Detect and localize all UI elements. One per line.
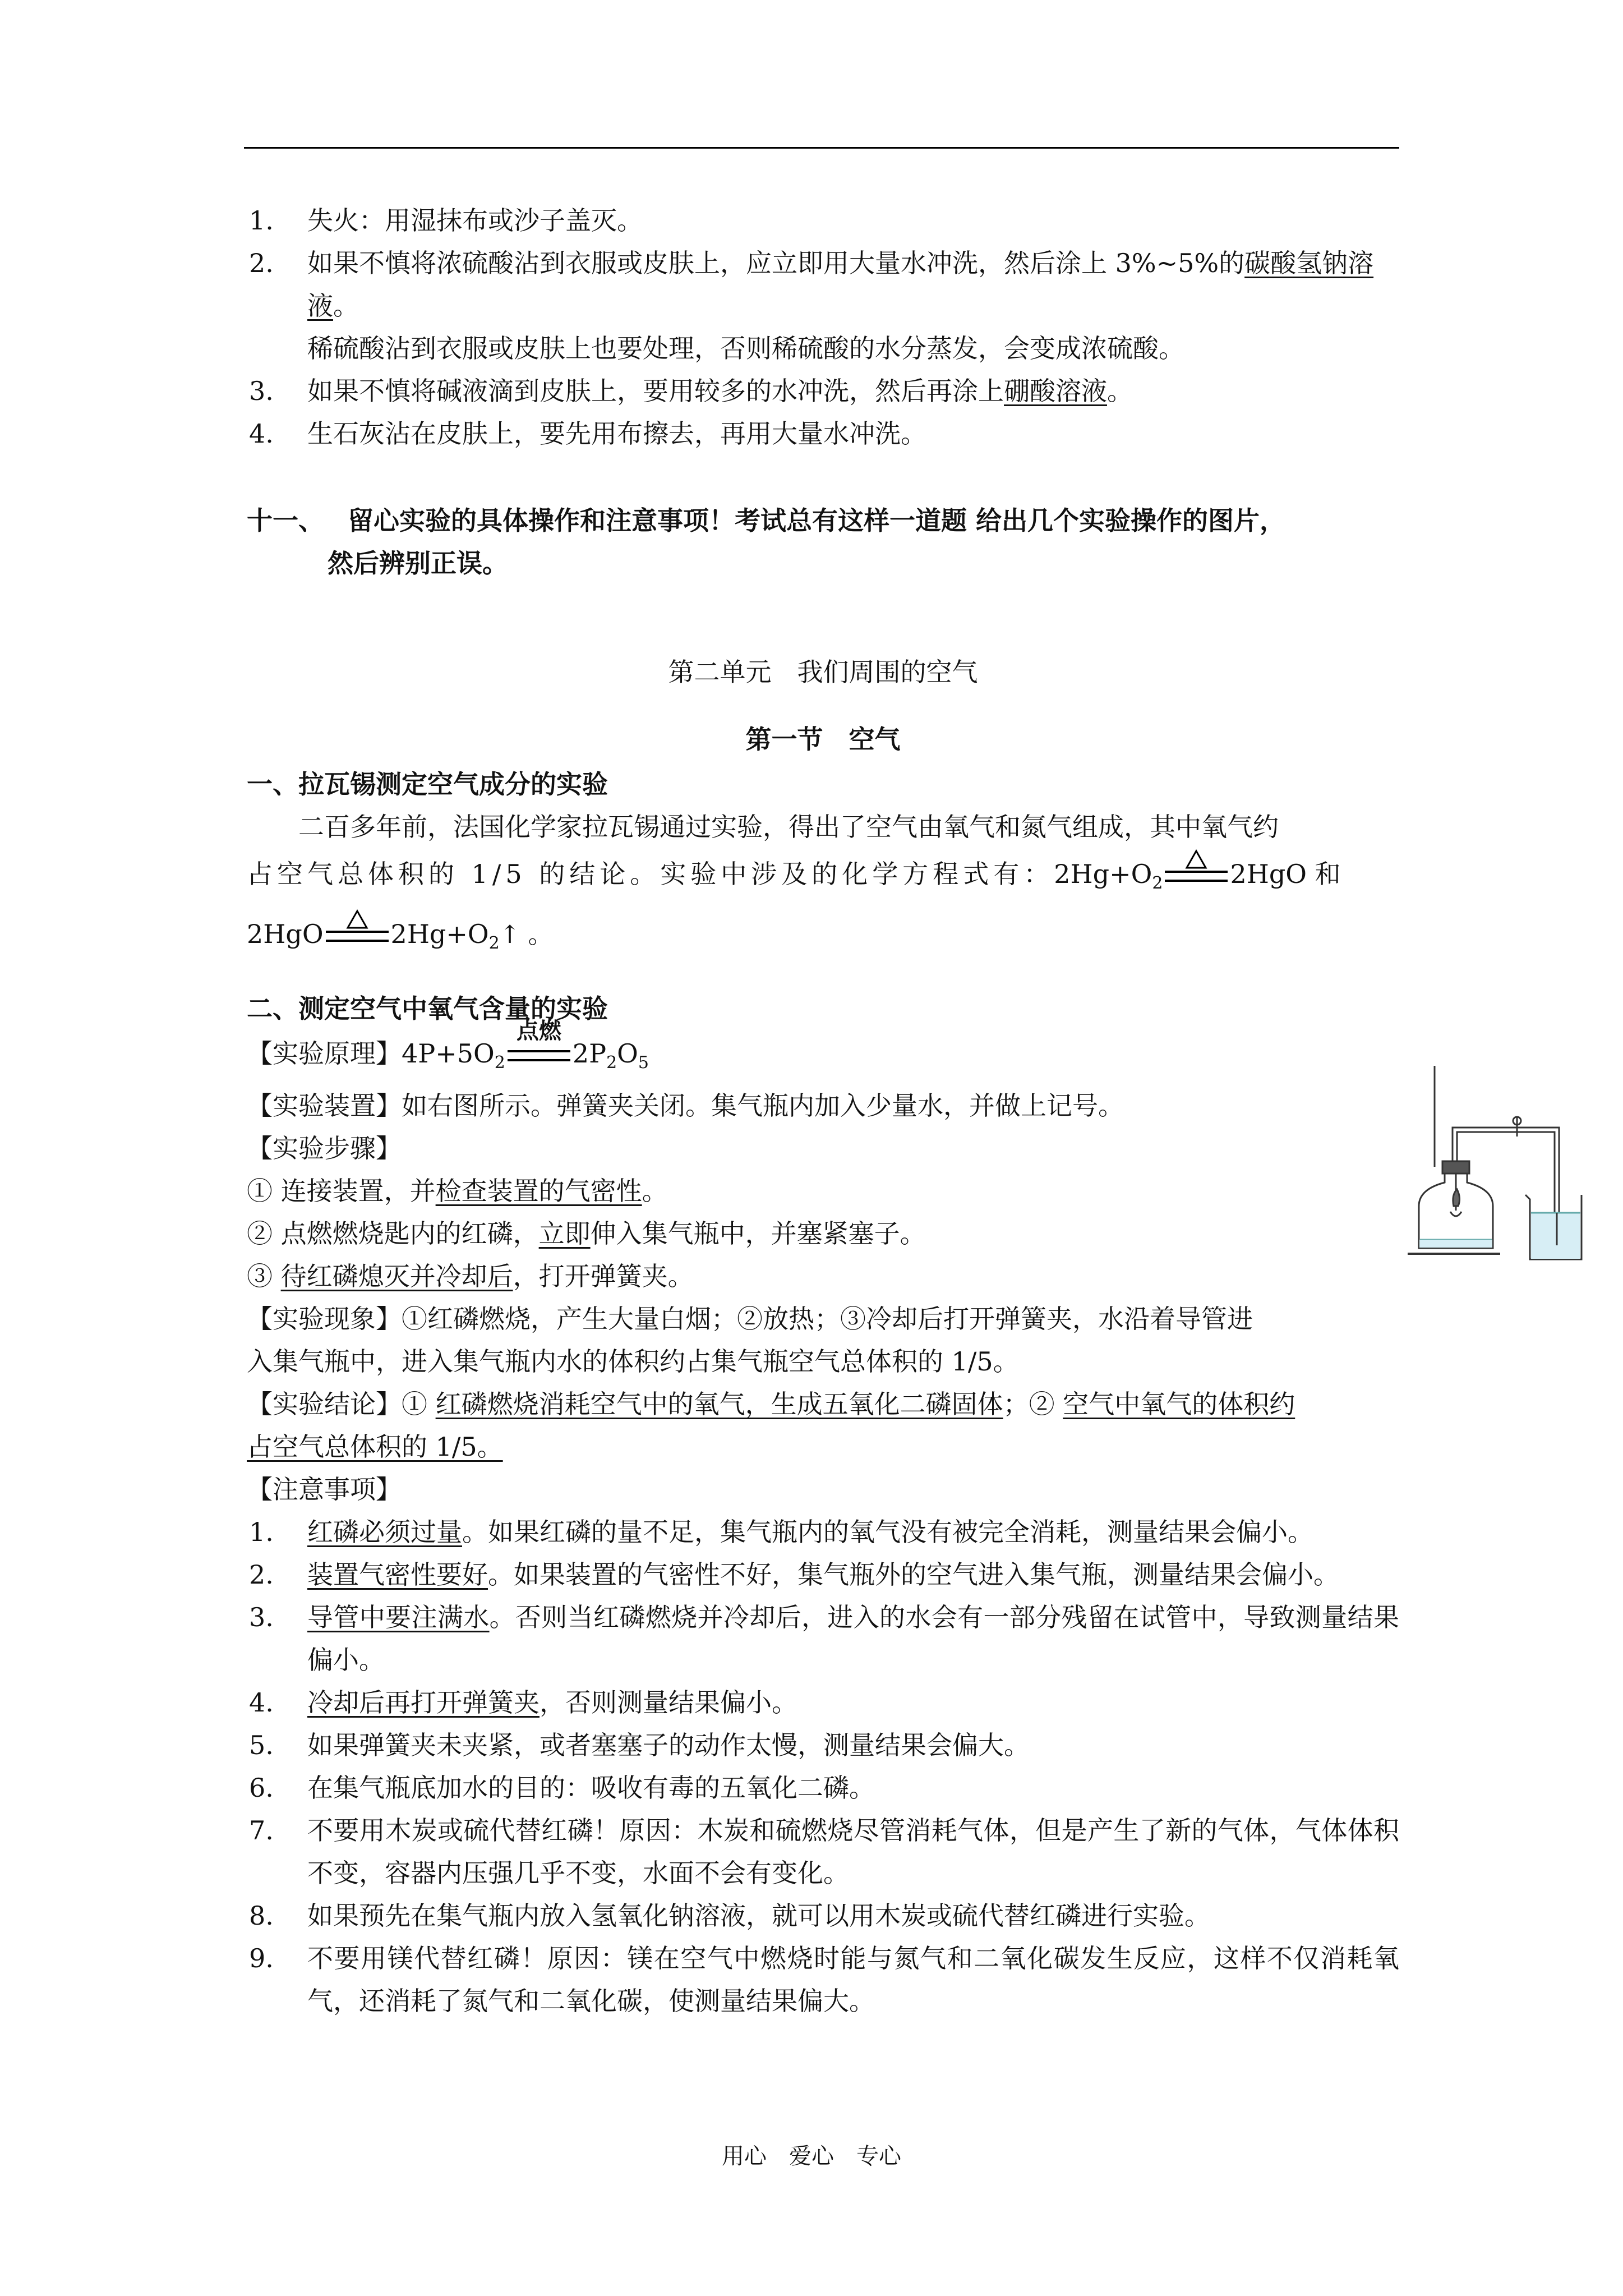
paragraph-text: 占空气总体积的 1/5 的结论。实验中涉及的化学方程式有： xyxy=(247,859,1054,889)
step-line xyxy=(247,1212,1399,1255)
step-text: ② 点燃燃烧匙内的红磷， xyxy=(247,1218,539,1249)
list-text: 在集气瓶底加水的目的：吸收有毒的五氧化二磷。 xyxy=(307,1773,875,1803)
equation-text: 2Hg+O xyxy=(390,919,489,949)
list-item xyxy=(247,1724,1399,1766)
subscript: 2 xyxy=(1152,873,1163,893)
label: 【实验现象】 xyxy=(247,1304,402,1334)
list-number: 6. xyxy=(249,1773,274,1803)
list-item xyxy=(247,1596,1399,1681)
triangle-heat-icon xyxy=(346,909,368,930)
list-text: 。如果红磷的量不足，集气瓶内的氧气没有被完全消耗，测量结果会偏小。 xyxy=(462,1517,1313,1547)
equation-text: 2HgO 和 xyxy=(1230,859,1341,889)
section-line: 留心实验的具体操作和注意事项！考试总有这样一道题 给出几个实验操作的图片， xyxy=(348,505,1286,536)
list-text: 不要用木炭或硫代替红磷！原因：木炭和硫燃烧尽管消耗气体，但是产生了新的气体，气体体积不变，容器内压强几乎不变，水面不会有变化。 xyxy=(307,1815,1399,1888)
step-line xyxy=(247,1170,1399,1212)
equation-text: O xyxy=(617,1038,638,1069)
label: 【注意事项】 xyxy=(247,1474,402,1504)
list-text: 如果预先在集气瓶内放入氢氧化钠溶液，就可以用木炭或硫代替红磷进行实验。 xyxy=(307,1901,1210,1931)
list-item xyxy=(247,1511,1399,1553)
section-line: 然后辨别正误。 xyxy=(328,548,508,578)
header-rule xyxy=(244,147,1399,149)
underlined-term: 检查装置的气密性 xyxy=(435,1176,642,1206)
condition-arrow xyxy=(508,1018,570,1070)
step-text: 伸入集气瓶中，并塞紧塞子。 xyxy=(590,1218,926,1249)
list-item xyxy=(247,1553,1399,1596)
underlined-term: 占空气总体积的 1/5。 xyxy=(247,1432,503,1462)
list-text: 如果不慎将浓硫酸沾到衣服或皮肤上，应立即用大量水冲洗，然后涂上 3%~5%的 xyxy=(307,248,1245,278)
page-footer: 用心 爱心 专心 xyxy=(722,2143,901,2169)
list-text: 不要用镁代替红磷！原因：镁在空气中燃烧时能与氮气和二氧化碳发生反应，这样不仅消耗氧气，还消耗了氮气和二氧化碳，使测量结果偏大。 xyxy=(307,1943,1399,2016)
underlined-term: 红磷燃烧消耗空气中的氧气，生成五氧化二磷固体 xyxy=(435,1389,1003,1419)
equation-text: 2Hg+O xyxy=(1054,859,1152,889)
label: 【实验结论】 xyxy=(247,1389,402,1419)
underlined-term: 红磷必须过量 xyxy=(307,1517,462,1547)
step-text: 。 xyxy=(642,1176,668,1206)
triangle-heat-icon xyxy=(1185,849,1207,869)
list-text-tail: 。 xyxy=(333,291,359,321)
part-heading: 一、拉瓦锡测定空气成分的实验 xyxy=(247,769,608,799)
list-number: 2. xyxy=(249,248,274,278)
step-line xyxy=(247,1255,1399,1297)
list-number: 2. xyxy=(249,1559,274,1590)
section-number: 十一、 xyxy=(247,505,324,536)
stopper xyxy=(1442,1161,1469,1174)
apparatus-diagram xyxy=(1391,1055,1587,1279)
heat-arrow xyxy=(1165,857,1228,891)
underlined-term: 冷却后再打开弹簧夹 xyxy=(307,1687,540,1718)
underlined-term: 立即 xyxy=(538,1218,591,1249)
part-one xyxy=(247,763,1399,965)
list-item xyxy=(247,242,1399,370)
conclusion-text: ；② xyxy=(1003,1389,1063,1419)
conclusion-text: ① xyxy=(402,1389,436,1419)
paragraph-line xyxy=(247,853,1399,905)
section-heading: 第一节 空气 xyxy=(745,724,901,754)
list-item xyxy=(247,412,1399,455)
list-number: 1. xyxy=(249,1517,274,1547)
subscript: 2 xyxy=(488,933,500,953)
conclusion-line xyxy=(247,1425,1399,1468)
list-number: 8. xyxy=(249,1901,274,1931)
list-item xyxy=(247,1681,1399,1724)
label: 【实验原理】 xyxy=(247,1038,402,1069)
underlined-term: 装置气密性要好 xyxy=(307,1559,488,1590)
list-item xyxy=(247,1894,1399,1937)
paragraph-text: ①红磷燃烧，产生大量白烟；②放热；③冷却后打开弹簧夹，水沿着导管进 xyxy=(402,1304,1253,1334)
phenomenon-line xyxy=(247,1297,1399,1340)
list-number: 7. xyxy=(249,1815,274,1846)
equation-text: 2HgO xyxy=(247,919,324,949)
step-text: ③ xyxy=(247,1261,281,1291)
list-item xyxy=(247,199,1399,242)
label: 【实验装置】 xyxy=(247,1091,402,1121)
list-text: 。如果装置的气密性不好，集气瓶外的空气进入集气瓶，测量结果会偏小。 xyxy=(488,1559,1339,1590)
subscript: 5 xyxy=(638,1053,649,1073)
subscript: 2 xyxy=(606,1053,617,1073)
list-number: 9. xyxy=(249,1943,274,1973)
underlined-term: 导管中要注满水 xyxy=(307,1602,490,1632)
list-text: 失火：用湿抹布或沙子盖灭。 xyxy=(307,205,643,236)
list-number: 1. xyxy=(249,205,274,236)
step-text: ① 连接装置，并 xyxy=(247,1176,436,1206)
notes-list xyxy=(247,1511,1399,2022)
label: 【实验步骤】 xyxy=(247,1133,402,1163)
principle-line xyxy=(247,1018,1399,1084)
paragraph-text: 如右图所示。弹簧夹关闭。集气瓶内加入少量水，并做上记号。 xyxy=(402,1091,1124,1121)
list-item xyxy=(247,1937,1399,2022)
list-number: 3. xyxy=(249,376,274,406)
paragraph-line: 二百多年前，法国化学家拉瓦锡通过实验，得出了空气由氧气和氮气组成，其中氧气约 xyxy=(298,812,1279,842)
list-text-tail: 。 xyxy=(1107,376,1133,406)
section-eleven xyxy=(247,499,1399,585)
list-text: 。否则当红磷燃烧并冷却后，进入的水会有一部分残留在试管中，导致测量结果偏小。 xyxy=(307,1602,1400,1675)
list-item xyxy=(247,370,1399,412)
list-number: 5. xyxy=(249,1730,274,1760)
part-two xyxy=(247,987,1399,2022)
underlined-term: 碳酸氢钠溶液 xyxy=(307,248,1374,321)
underlined-term: 硼酸溶液 xyxy=(1004,376,1107,406)
equation-tail: ↑ 。 xyxy=(499,921,553,949)
list-number: 4. xyxy=(249,1687,274,1718)
conclusion-line xyxy=(247,1383,1399,1425)
subscript: 2 xyxy=(494,1053,505,1073)
list-number: 4. xyxy=(249,418,274,449)
unit-title: 第二单元 我们周围的空气 xyxy=(668,657,978,687)
underlined-term: 空气中氧气的体积约 xyxy=(1063,1389,1295,1419)
list-text: 如果不慎将碱液滴到皮肤上，要用较多的水冲洗，然后再涂上 xyxy=(307,376,1004,406)
list-text: 生石灰沾在皮肤上，要先用布擦去，再用大量水冲洗。 xyxy=(307,418,926,449)
paragraph-line: 入集气瓶中，进入集气瓶内水的体积约占集气瓶空气总体积的 1/5。 xyxy=(247,1346,1019,1377)
list-text: ，否则测量结果偏小。 xyxy=(540,1687,797,1718)
equation-text: 2P xyxy=(572,1038,607,1069)
paragraph-line xyxy=(247,913,1399,965)
list-note: 稀硫酸沾到衣服或皮肤上也要处理，否则稀硫酸的水分蒸发，会变成浓硫酸。 xyxy=(307,333,1184,364)
step-text: ，打开弹簧夹。 xyxy=(513,1261,694,1291)
list-item xyxy=(247,1766,1399,1809)
list-item xyxy=(247,1809,1399,1894)
reaction-condition: 点燃 xyxy=(516,1018,561,1044)
underlined-term: 待红磷熄灭并冷却后 xyxy=(280,1261,513,1291)
flame-icon xyxy=(1453,1189,1460,1206)
list-number: 3. xyxy=(249,1602,274,1632)
safety-list xyxy=(247,199,1399,455)
part-heading: 二、测定空气中氧气含量的实验 xyxy=(247,993,608,1024)
list-text: 如果弹簧夹未夹紧，或者塞塞子的动作太慢，测量结果会偏大。 xyxy=(307,1730,1030,1760)
equation-text: 4P+5O xyxy=(402,1038,495,1069)
heat-arrow xyxy=(326,917,389,951)
apparatus-line xyxy=(247,1084,1399,1127)
